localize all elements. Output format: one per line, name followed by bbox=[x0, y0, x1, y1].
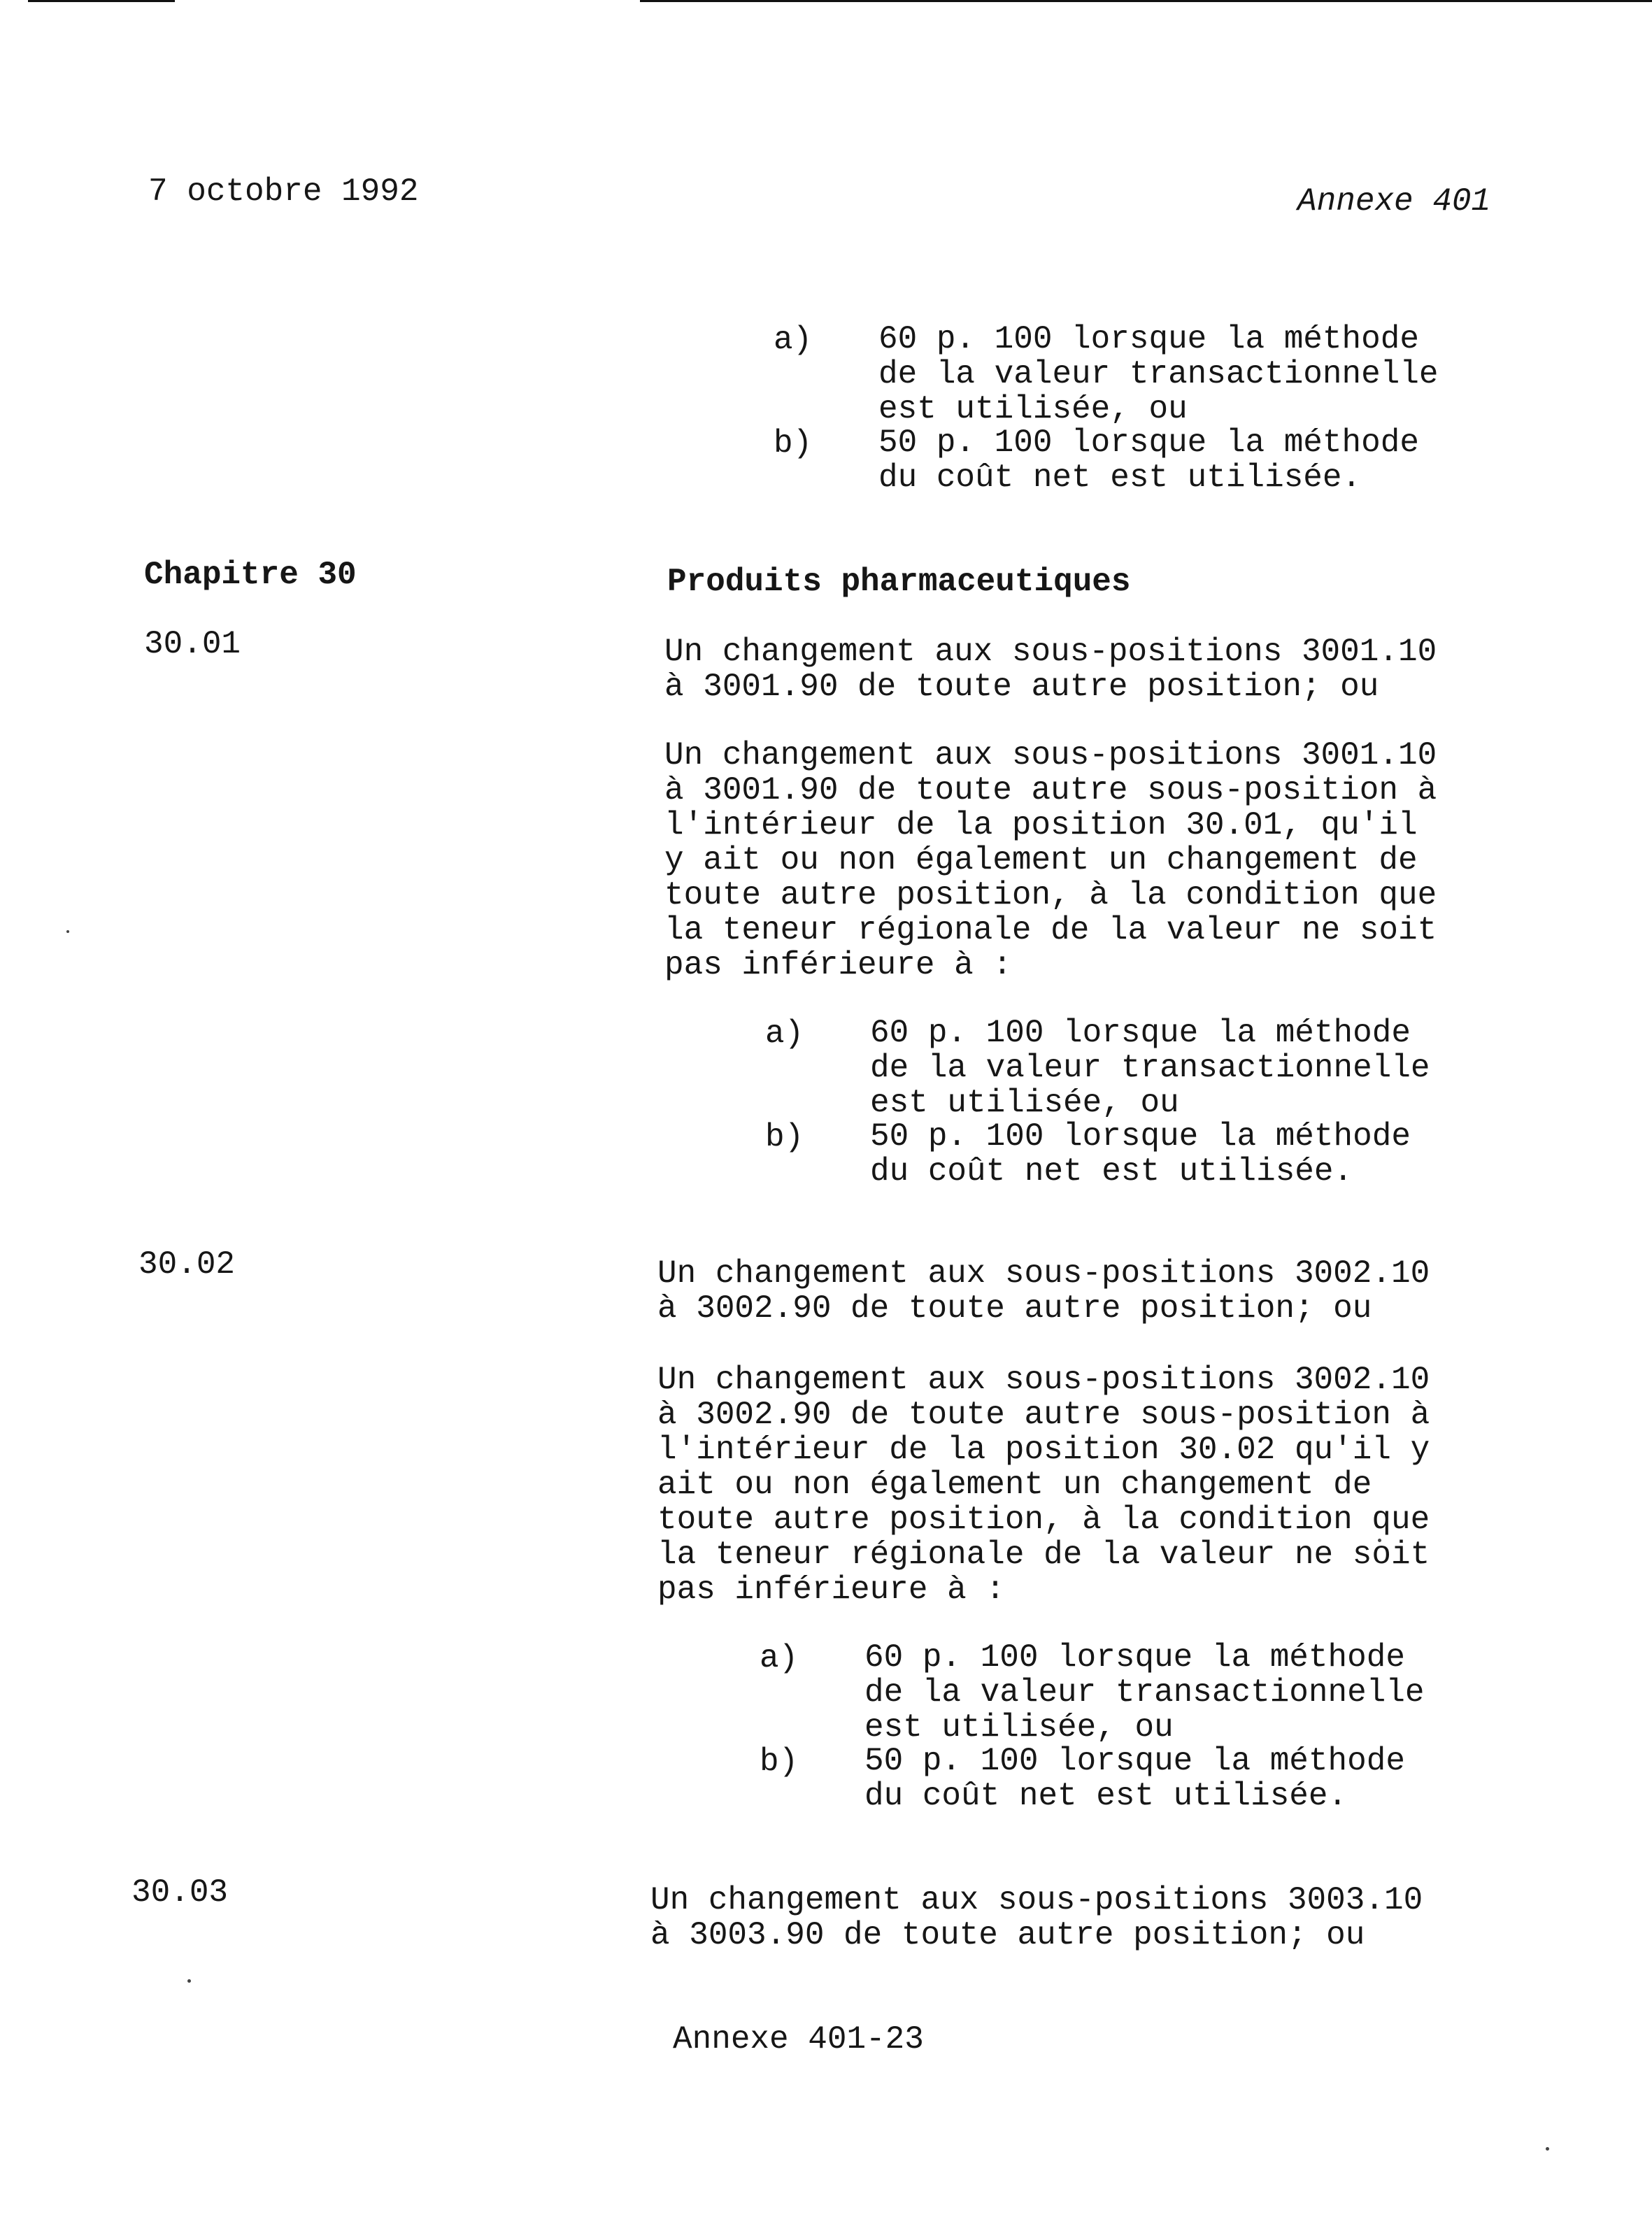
annex-title: Annexe 401 bbox=[1297, 183, 1491, 220]
list-item bbox=[760, 1640, 1529, 1745]
scan-speck bbox=[1546, 2147, 1549, 2151]
item-text: 60 p. 100 lorsque la méthode de la valeur transactionnelle est utilisée, ou bbox=[864, 1639, 1425, 1746]
rule-paragraph: Un changement aux sous-positions 3002.10 à 3002.90 de toute autre sous-position à l'intérieur de la position 30.02 qu'il y ait ou non également un changement de toute autre position, à la condition que la teneur régionale de la valeur ne soit pas inférieure à : bbox=[657, 1362, 1430, 1608]
rule-paragraph: Un changement aux sous-positions 3001.10 à 3001.90 de toute autre position; ou bbox=[664, 634, 1437, 705]
chapter-label: Chapitre 30 bbox=[144, 557, 357, 593]
rule-paragraph: Un changement aux sous-positions 3001.10 à 3001.90 de toute autre sous-position à l'intérieur de la position 30.01, qu'il y ait ou non également un changement de toute autre position, à la condition que la teneur régionale de la valeur ne soit pas inférieure à : bbox=[664, 737, 1437, 983]
item-label: a) bbox=[774, 322, 813, 358]
heading-code: 30.03 bbox=[131, 1874, 229, 1911]
heading-code: 30.01 bbox=[144, 626, 241, 662]
item-label: b) bbox=[774, 425, 813, 462]
item-label: b) bbox=[760, 1744, 799, 1780]
item-text: 60 p. 100 lorsque la méthode de la valeur transactionnelle est utilisée, ou bbox=[878, 321, 1439, 427]
item-label: a) bbox=[765, 1015, 804, 1052]
document-date: 7 octobre 1992 bbox=[148, 173, 419, 210]
scan-speck bbox=[187, 1979, 191, 1983]
item-text: 50 p. 100 lorsque la méthode du coût net est utilisée. bbox=[878, 425, 1419, 496]
chapter-title: Produits pharmaceutiques bbox=[667, 564, 1131, 600]
scan-speck bbox=[66, 930, 69, 933]
page-number: Annexe 401-23 bbox=[673, 2021, 924, 2058]
item-text: 50 p. 100 lorsque la méthode du coût net est utilisée. bbox=[870, 1118, 1411, 1190]
list-item bbox=[774, 425, 1543, 495]
top-edge-rule-right bbox=[640, 0, 1652, 2]
list-item bbox=[774, 322, 1543, 427]
rule-paragraph: Un changement aux sous-positions 3003.10 à 3003.90 de toute autre position; ou bbox=[650, 1882, 1423, 1953]
item-text: 50 p. 100 lorsque la méthode du coût net est utilisée. bbox=[864, 1743, 1405, 1814]
item-label: b) bbox=[765, 1119, 804, 1155]
top-edge-rule-left bbox=[28, 0, 175, 2]
item-label: a) bbox=[760, 1640, 799, 1676]
list-item bbox=[765, 1119, 1534, 1189]
list-item bbox=[760, 1744, 1529, 1813]
list-item bbox=[765, 1015, 1534, 1120]
rule-paragraph: Un changement aux sous-positions 3002.10 à 3002.90 de toute autre position; ou bbox=[657, 1255, 1430, 1327]
heading-code: 30.02 bbox=[138, 1246, 236, 1283]
item-text: 60 p. 100 lorsque la méthode de la valeur transactionnelle est utilisée, ou bbox=[870, 1015, 1430, 1121]
